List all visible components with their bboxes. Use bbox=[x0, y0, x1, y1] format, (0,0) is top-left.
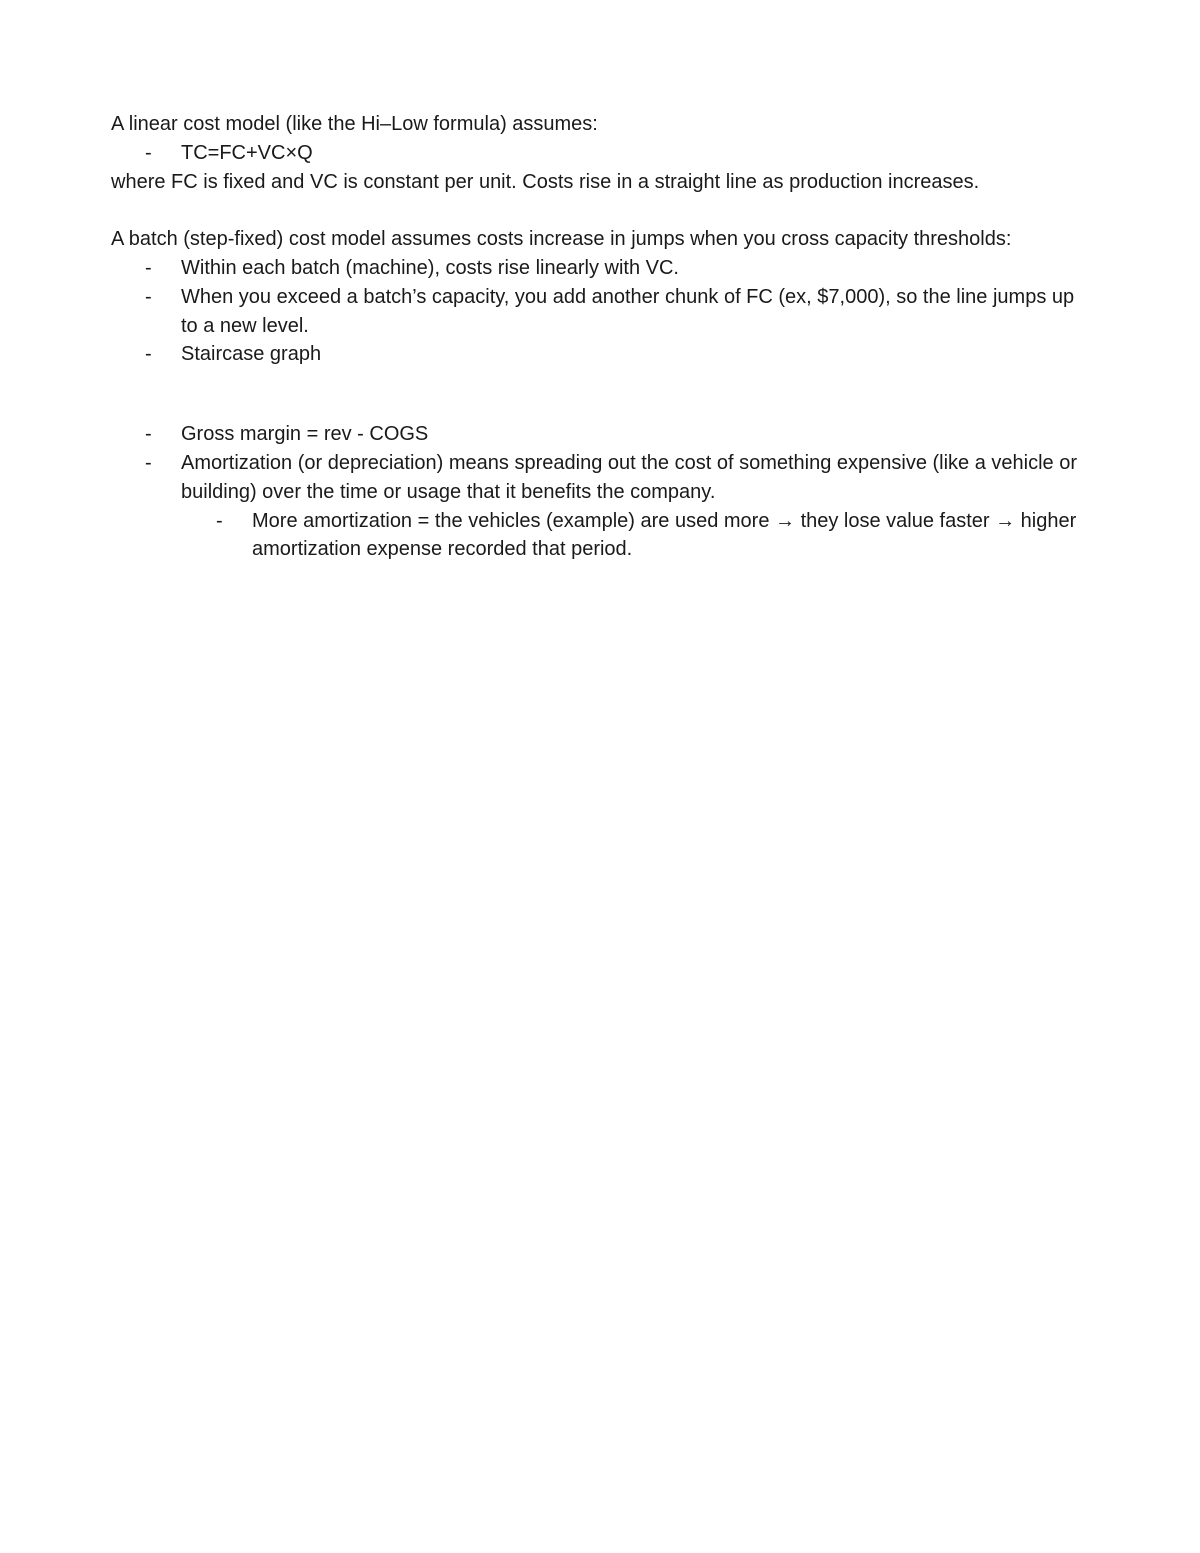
linear-model-intro: A linear cost model (like the Hi–Low formula) assumes: bbox=[111, 113, 598, 135]
bullet-dash: - bbox=[145, 451, 152, 474]
bullet-dash: - bbox=[145, 285, 152, 308]
linear-formula-bullet bbox=[111, 139, 1091, 168]
gross-margin-bullet bbox=[111, 420, 1091, 449]
bullet-dash: - bbox=[145, 343, 152, 366]
linear-formula: TC=FC+VC×Q bbox=[181, 141, 313, 164]
blank-line bbox=[111, 196, 1091, 225]
amortization-sub-bullet bbox=[111, 507, 1091, 565]
amortization-sub-text: More amortization = the vehicles (example) are used more → they lose value faster → higher amortization expense recorded that period. bbox=[252, 509, 1077, 561]
bullet-dash: - bbox=[145, 423, 152, 446]
batch-bullet-staircase bbox=[111, 340, 1091, 369]
document-page bbox=[111, 110, 1091, 564]
batch-model-intro: A batch (step-fixed) cost model assumes costs increase in jumps when you cross capacity thresholds: bbox=[111, 228, 1012, 251]
gross-margin-text: Gross margin = rev - COGS bbox=[181, 423, 429, 446]
amortization-bullet bbox=[111, 449, 1091, 507]
bullet-dash: - bbox=[145, 256, 152, 279]
amortization-text: Amortization (or depreciation) means spreading out the cost of something expensive (like a vehicle or building) over the time or usage that it benefits the company. bbox=[181, 451, 1078, 503]
blank-lines bbox=[111, 369, 1091, 420]
batch-bullet-text: Within each batch (machine), costs rise linearly with VC. bbox=[181, 256, 679, 279]
bullet-dash: - bbox=[145, 141, 152, 164]
batch-bullet-linear-within bbox=[111, 254, 1091, 283]
bullet-dash: - bbox=[216, 509, 223, 532]
batch-bullet-text: Staircase graph bbox=[181, 343, 322, 366]
batch-bullet-exceed-capacity bbox=[111, 283, 1091, 341]
batch-bullet-text: When you exceed a batch’s capacity, you add another chunk of FC (ex, $7,000), so the line jumps up to a new level. bbox=[181, 285, 1075, 337]
linear-model-explanation: where FC is fixed and VC is constant per unit. Costs rise in a straight line as production increases. bbox=[111, 170, 980, 193]
